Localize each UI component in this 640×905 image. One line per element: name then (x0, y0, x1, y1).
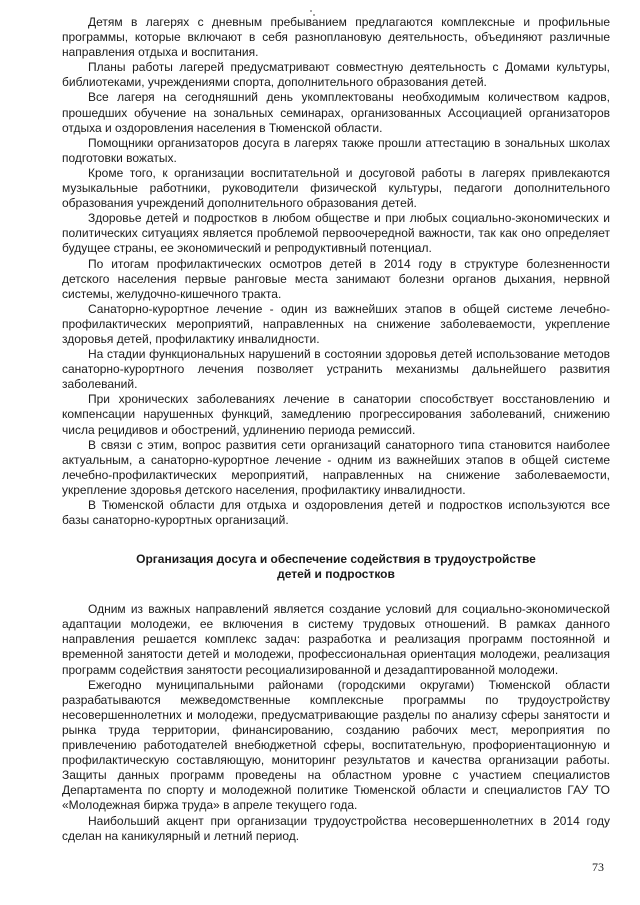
paragraph: При хронических заболеваниях лечение в санатории способствует восстановлению и компенсации нарушенных функций, замедлению прогрессирования заболеваний, снижению числа рецидивов и обострений, удлинению периода ремиссий. (62, 392, 610, 437)
paragraph: Кроме того, к организации воспитательной и досуговой работы в лагерях привлекаются музыкальные работники, руководители физической культуры, педагоги дополнительного образования учреждений дополнительного образования детей. (62, 165, 610, 211)
paragraph: Одним из важных направлений является создание условий для социально-экономической адаптации молодежи, ее включения в систему трудовых отношений. В рамках данного направления решается комплекс задач: разработка и реализация программ постоянной и временной занятости детей и молодежи, профессиональная ориентация молодежи, реализация программ содействия занятости ресоциализированной и дезадаптированной молодежи. (62, 602, 610, 677)
paragraph: Все лагеря на сегодняшний день укомплектованы необходимым количеством кадров, прошедших обучение на зональных семинарах, организованных Ассоциацией организаторов отдыха и оздоровления населения в Тюменской области. (62, 90, 610, 135)
paragraph: Здоровье детей и подростков в любом обществе и при любых социально-экономических и политических ситуациях является проблемой первоочередной важности, так как оно определяет будущее страны, ее экономический и репродуктивный потенциал. (62, 211, 610, 256)
paragraph: Детям в лагерях с дневным пребыванием предлагаются комплексные и профильные программы, которые включают в себя разноплановую деятельность, объединяют различные направления отдыха и воспитания. (62, 15, 610, 60)
paragraph: В Тюменской области для отдыха и оздоровления детей и подростков используются все базы санаторно-курортных организаций. (62, 498, 610, 528)
section-heading-line1: Организация досуга и обеспечение содействия в трудоустройстве (136, 552, 536, 567)
section-heading-line2: детей и подростков (277, 567, 395, 582)
section-heading (62, 552, 610, 582)
paragraph: Наибольший акцент при организации трудоустройства несовершеннолетних в 2014 году сделан на каникулярный и летний период. (62, 813, 610, 843)
paragraph: Ежегодно муниципальными районами (городскими округами) Тюменской области разрабатываются межведомственные комплексные программы по трудоустройству несовершеннолетних и молодежи, предусматривающие разделы по анализу сферы занятости и рынка труда территории, финансированию, созданию рабочих мест, мероприятия по привлечению работодателей внебюджетной сферы, воспитательную, профориентационную и профилактическую составляющую, мониторинг результатов и качества организации работы. Защиты данных программ проведены на областном уровне с участием специалистов Департамента по спорту и молодежной политике Тюменской области и специалистов ГАУ ТО «Молодежная биржа труда» в апреле текущего года. (62, 677, 610, 813)
paragraph: Помощники организаторов досуга в лагерях также прошли аттестацию в зональных школах подготовки вожатых. (62, 135, 610, 165)
paragraph: На стадии функциональных нарушений в состоянии здоровья детей использование методов санаторно-курортного лечения позволяет устранить механизмы дальнейшего развития заболеваний. (62, 347, 610, 392)
paragraph: Санаторно-курортное лечение - один из важнейших этапов в общей системе лечебно-профилактических мероприятий, направленных на снижение заболеваемости, укрепление здоровья детей, профилактику инвалидности. (62, 301, 610, 346)
paragraph: В связи с этим, вопрос развития сети организаций санаторного типа становится наиболее актуальным, а санаторно-курортное лечение - одним из важнейших этапов в общей системе лечебно-профилактических мероприятий, направленных на снижение заболеваемости, укрепление здоровья детского населения, профилактику инвалидности. (62, 437, 610, 497)
page-number: 73 (592, 860, 604, 874)
paragraph: Планы работы лагерей предусматривают совместную деятельность с Домами культуры, библиотеками, учреждениями спорта, дополнительного образования детей. (62, 60, 610, 90)
paragraph: По итогам профилактических осмотров детей в 2014 году в структуре болезненности детского населения первые ранговые места занимают болезни органов дыхания, нервной системы, желудочно-кишечного тракта. (62, 256, 610, 301)
document-body (62, 15, 610, 844)
